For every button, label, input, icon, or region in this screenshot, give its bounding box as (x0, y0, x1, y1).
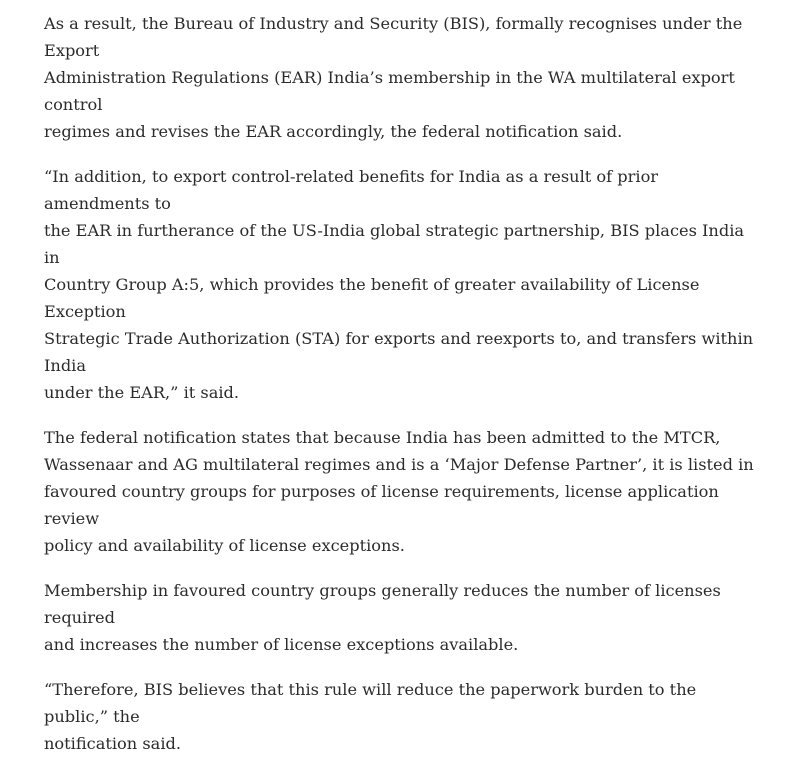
article-paragraph-1: As a result, the Bureau of Industry and Security (BIS), formally recognises under the Export Administration Regulations (EAR) India’s membership in the WA multilateral export control regimes and revises the EAR accordingly, the federal notification said. (44, 14, 743, 141)
article-paragraph-3: The federal notification states that because India has been admitted to the MTCR, Wassenaar and AG multilateral regimes and is a ‘Major Defense Partner’, it is listed in favoured country groups for purposes of license requirements, license application review policy and availability of license exceptions. (44, 428, 754, 555)
article-body (44, 10, 764, 775)
article-paragraph-5: “Therefore, BIS believes that this rule will reduce the paperwork burden to the public,” the notification said. (44, 680, 697, 753)
article-paragraph-4: Membership in favoured country groups generally reduces the number of licenses required and increases the number of license exceptions available. (44, 581, 721, 654)
article-paragraph-2: “In addition, to export control-related benefits for India as a result of prior amendments to the EAR in furtherance of the US-India global strategic partnership, BIS places India in Country Group A:5, which provides the benefit of greater availability of License Exception Strategic Trade Authorization (STA) for exports and reexports to, and transfers within India under the EAR,” it said. (44, 167, 754, 402)
